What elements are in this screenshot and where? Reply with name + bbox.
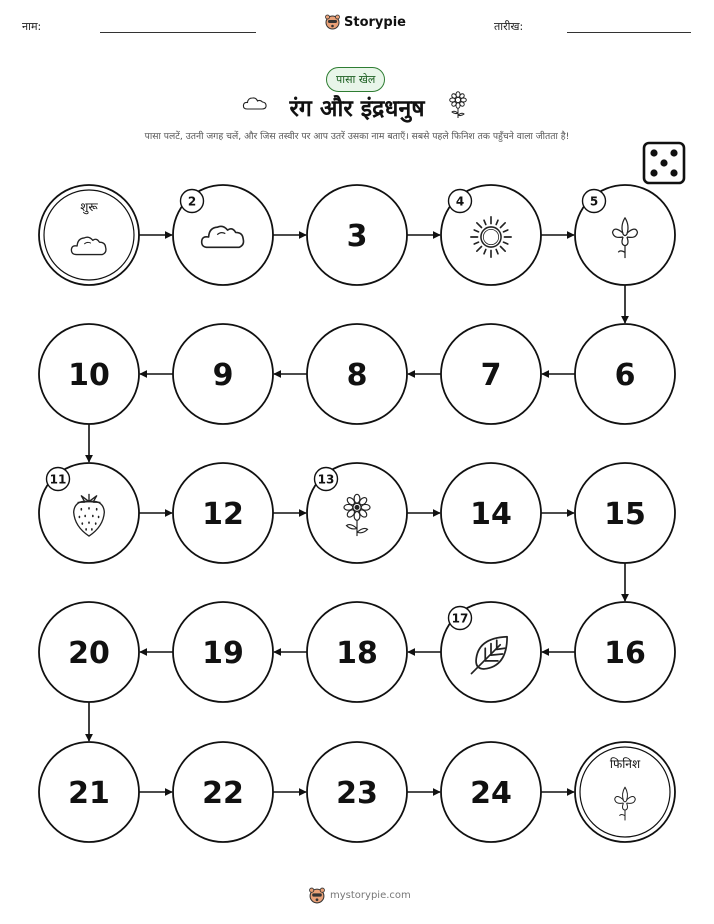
start-label: शुरू: [80, 200, 98, 214]
footer-site: mystorypie.com: [330, 890, 411, 901]
board-space-15[interactable]: [575, 463, 675, 563]
space-number: 6: [614, 358, 636, 393]
brand-name: Storypie: [344, 14, 406, 30]
finish-label: फिनिश: [609, 757, 641, 771]
date-label: तारीख:: [494, 20, 524, 33]
board-space-24[interactable]: [441, 742, 541, 842]
space-number-badge-label: 5: [589, 194, 599, 209]
space-number: 9: [212, 358, 234, 393]
space-number: 3: [346, 219, 368, 254]
space-number: 19: [202, 636, 244, 671]
page-title: रंग और इंद्रधनुष: [289, 96, 425, 122]
space-number: 22: [202, 776, 244, 811]
space-number-badge-label: 13: [317, 472, 335, 487]
board-space-11[interactable]: [39, 463, 139, 563]
board-space-19[interactable]: [173, 602, 273, 702]
board-space-5[interactable]: [575, 185, 675, 285]
board-space-2[interactable]: [173, 185, 273, 285]
board-space-16[interactable]: [575, 602, 675, 702]
space-number: 12: [202, 497, 244, 532]
board-space-20[interactable]: [39, 602, 139, 702]
space-number: 8: [346, 358, 368, 393]
space-number: 15: [604, 497, 646, 532]
space-number-badge-label: 4: [455, 194, 465, 209]
board-space-22[interactable]: [173, 742, 273, 842]
instructions: पासा पलटें, उतनी जगह चलें, और जिस तस्वीर पर आप उतरें उसका नाम बताएँ। सबसे पहले फिनिश तक पहुँचने वाला जीतता है!: [144, 131, 570, 142]
board-space-25[interactable]: [575, 742, 675, 842]
board-space-9[interactable]: [173, 324, 273, 424]
board-space-1[interactable]: [39, 185, 139, 285]
space-number-badge-label: 17: [451, 611, 469, 626]
board-space-13[interactable]: [307, 463, 407, 563]
space-number: 16: [604, 636, 646, 671]
space-number: 18: [336, 636, 378, 671]
board-space-6[interactable]: [575, 324, 675, 424]
board-space-7[interactable]: [441, 324, 541, 424]
space-number: 23: [336, 776, 378, 811]
dice-game-badge: पासा खेल: [326, 67, 385, 92]
space-number-badge-label: 2: [187, 194, 197, 209]
space-number: 20: [68, 636, 110, 671]
board-space-18[interactable]: [307, 602, 407, 702]
board-space-8[interactable]: [307, 324, 407, 424]
board-space-14[interactable]: [441, 463, 541, 563]
board-space-10[interactable]: [39, 324, 139, 424]
board-space-21[interactable]: [39, 742, 139, 842]
board-space-4[interactable]: [441, 185, 541, 285]
footer: [309, 887, 411, 904]
space-number: 10: [68, 358, 110, 393]
name-label: नाम:: [22, 20, 42, 33]
board-space-3[interactable]: [307, 185, 407, 285]
space-number: 21: [68, 776, 110, 811]
board-space-17[interactable]: [441, 602, 541, 702]
storypie-mascot-icon: [309, 887, 325, 904]
space-number: 24: [470, 776, 512, 811]
space-number: 7: [480, 358, 502, 393]
board-space-23[interactable]: [307, 742, 407, 842]
space-number: 14: [470, 497, 512, 532]
space-number-badge-label: 11: [49, 472, 67, 487]
board-space-12[interactable]: [173, 463, 273, 563]
